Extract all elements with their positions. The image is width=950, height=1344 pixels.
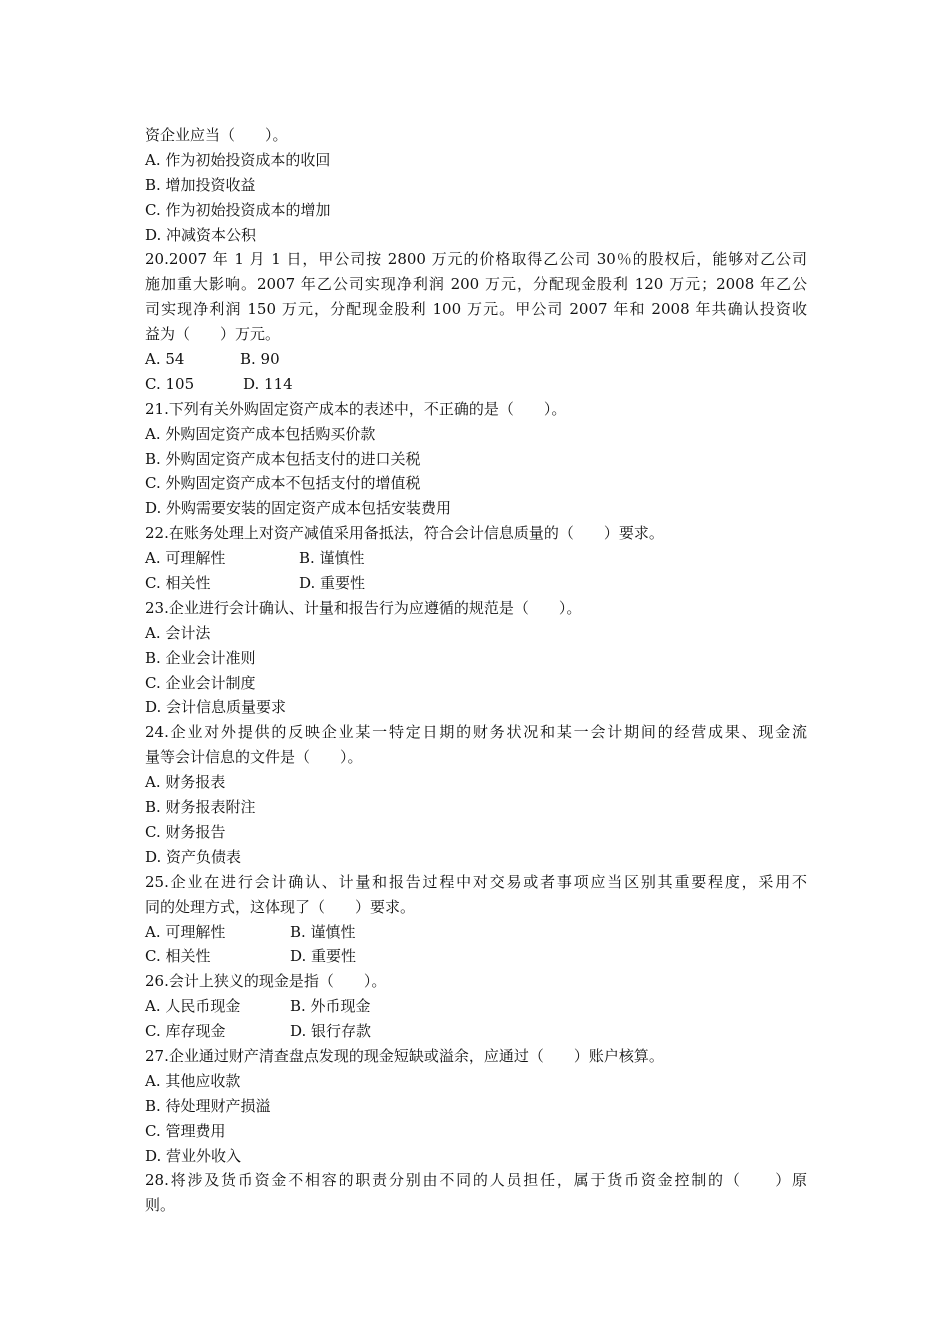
line-text: C. 外购固定资产成本不包括支付的增值税 (145, 474, 421, 493)
line-text: 则。 (145, 1196, 176, 1215)
text-line (145, 422, 807, 447)
text-line (145, 920, 807, 945)
option-left: C. 库存现金 (145, 1022, 226, 1041)
line-text: A. 其他应收款 (145, 1071, 241, 1090)
line-text: D. 冲减资本公积 (145, 225, 257, 244)
text-line (145, 496, 807, 521)
line-text: B. 待处理财产损溢 (145, 1096, 271, 1115)
text-line (145, 795, 807, 820)
option-left: A. 可理解性 (145, 922, 226, 941)
line-text: 25.企业在进行会计确认、计量和报告过程中对交易或者事项应当区别其重要程度，采用不 (145, 872, 807, 891)
line-text: 同的处理方式，这体现了（ ）要求。 (145, 897, 416, 916)
option-left: C. 相关性 (145, 574, 211, 593)
text-line (145, 1019, 807, 1044)
text-line (145, 247, 807, 272)
line-text: B. 外购固定资产成本包括支付的进口关税 (145, 449, 421, 468)
option-right: D. 重要性 (290, 947, 357, 966)
text-line (145, 521, 807, 546)
line-text: D. 营业外收入 (145, 1146, 242, 1165)
text-line (145, 646, 807, 671)
text-line (145, 621, 807, 646)
line-text: D. 会计信息质量要求 (145, 698, 287, 717)
text-line (145, 845, 807, 870)
text-line (145, 870, 807, 895)
option-right: D. 重要性 (299, 574, 366, 593)
text-line (145, 1069, 807, 1094)
text-line (145, 447, 807, 472)
option-right: B. 谨慎性 (290, 922, 356, 941)
line-text: C. 企业会计制度 (145, 673, 256, 692)
text-line (145, 671, 807, 696)
text-line (145, 1044, 807, 1069)
line-text: 26.会计上狭义的现金是指（ ）。 (145, 972, 387, 991)
text-line (145, 546, 807, 571)
text-line (145, 895, 807, 920)
text-line (145, 994, 807, 1019)
text-line (145, 695, 807, 720)
text-line (145, 198, 807, 223)
line-text: 27.企业通过财产清查盘点发现的现金短缺或溢余，应通过（ ）账户核算。 (145, 1046, 664, 1065)
line-text: 24.企业对外提供的反映企业某一特定日期的财务状况和某一会计期间的经营成果、现金流 (145, 723, 807, 742)
text-line (145, 372, 807, 397)
option-right: D. 银行存款 (290, 1022, 372, 1041)
line-text: A. 财务报表 (145, 773, 226, 792)
line-text: B. 增加投资收益 (145, 175, 256, 194)
text-line (145, 1094, 807, 1119)
line-text: C. 作为初始投资成本的增加 (145, 200, 331, 219)
line-text: C. 财务报告 (145, 822, 226, 841)
text-line (145, 223, 807, 248)
text-line (145, 148, 807, 173)
line-text: 28.将涉及货币资金不相容的职责分别由不同的人员担任，属于货币资金控制的（ ）原 (145, 1171, 807, 1190)
text-line (145, 1168, 807, 1193)
line-text: B. 企业会计准则 (145, 648, 256, 667)
option-right: B. 谨慎性 (299, 549, 365, 568)
line-text: 司实现净利润 150 万元，分配现金股利 100 万元。甲公司 2007 年和 2008 年共确认投资收 (145, 300, 807, 319)
text-line (145, 969, 807, 994)
line-text: 资企业应当（ ）。 (145, 126, 288, 144)
option-right: B. 外币现金 (290, 997, 371, 1016)
text-line (145, 820, 807, 845)
text-line (145, 720, 807, 745)
option-left: A. 可理解性 (145, 549, 226, 568)
text-line (145, 1193, 807, 1218)
line-text: 22.在账务处理上对资产减值采用备抵法，符合会计信息质量的（ ）要求。 (145, 524, 664, 543)
text-line (145, 596, 807, 621)
line-text: C. 管理费用 (145, 1121, 226, 1140)
question-text-block (145, 123, 807, 1218)
line-text: D. 外购需要安装的固定资产成本包括安装费用 (145, 499, 452, 518)
text-line (145, 770, 807, 795)
text-line (145, 272, 807, 297)
text-line (145, 571, 807, 596)
text-line (145, 397, 807, 422)
line-text: A. 外购固定资产成本包括购买价款 (145, 424, 376, 443)
text-line (145, 173, 807, 198)
text-line (145, 471, 807, 496)
option-left: C. 105 (145, 374, 195, 393)
line-text: D. 资产负债表 (145, 847, 242, 866)
text-line (145, 123, 807, 148)
line-text: A. 作为初始投资成本的收回 (145, 150, 331, 169)
line-text: B. 财务报表附注 (145, 798, 256, 817)
option-right: B. 90 (240, 350, 280, 369)
option-right: D. 114 (243, 374, 293, 393)
text-line (145, 322, 807, 347)
line-text: 21.下列有关外购固定资产成本的表述中，不正确的是（ ）。 (145, 399, 567, 418)
text-line (145, 1144, 807, 1169)
text-line (145, 944, 807, 969)
option-left: C. 相关性 (145, 947, 211, 966)
line-text: 20.2007 年 1 月 1 日，甲公司按 2800 万元的价格取得乙公司 30％的股权后，能够对乙公司 (145, 250, 807, 269)
line-text: A. 会计法 (145, 623, 211, 642)
text-line (145, 1119, 807, 1144)
text-line (145, 745, 807, 770)
text-line (145, 297, 807, 322)
option-left: A. 54 (145, 350, 185, 369)
option-left: A. 人民币现金 (145, 997, 241, 1016)
line-text: 量等会计信息的文件是（ ）。 (145, 748, 363, 767)
line-text: 益为（ ）万元。 (145, 325, 281, 344)
line-text: 施加重大影响。2007 年乙公司实现净利润 200 万元，分配现金股利 120 万元；2008 年乙公 (145, 275, 807, 294)
line-text: 23.企业进行会计确认、计量和报告行为应遵循的规范是（ ）。 (145, 598, 582, 617)
text-line (145, 347, 807, 372)
